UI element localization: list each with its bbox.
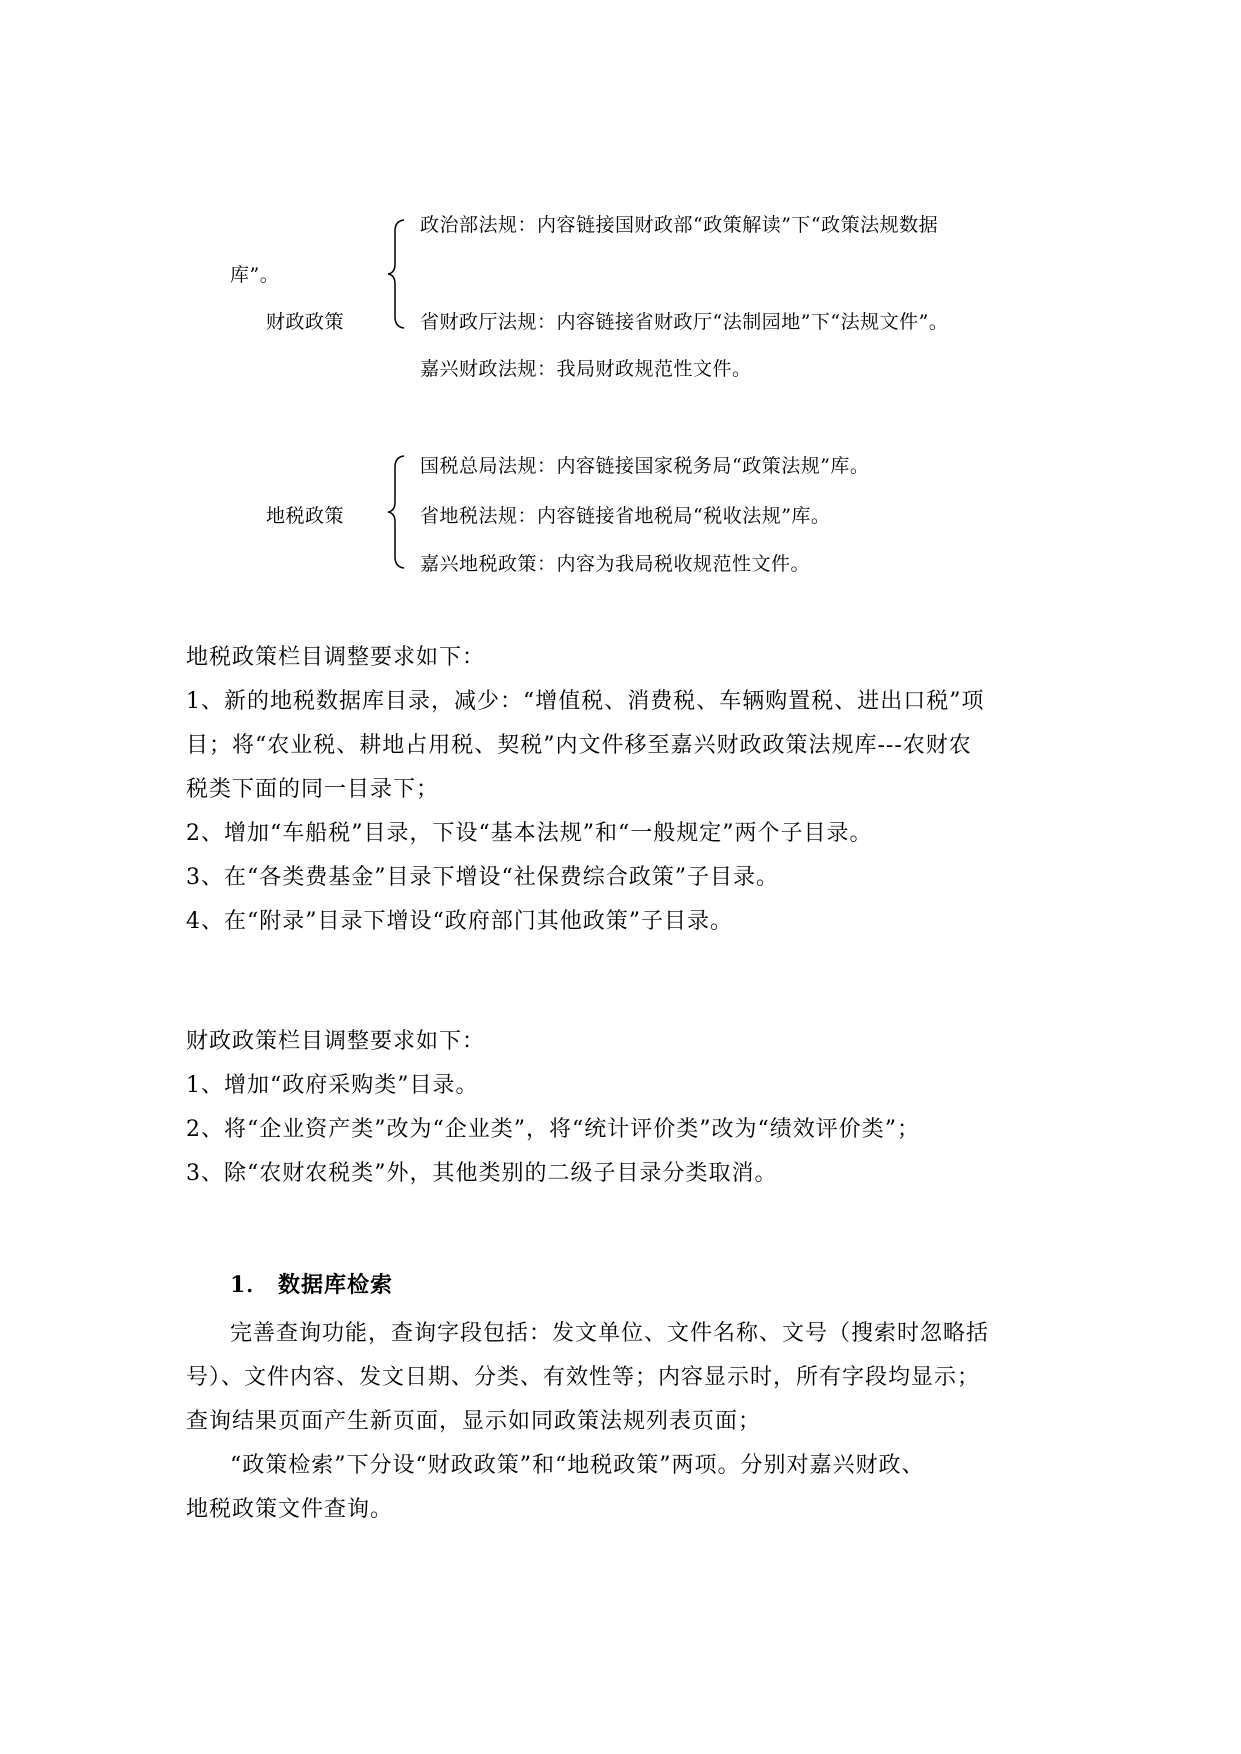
paragraph-line: 地税政策文件查询。	[186, 1497, 394, 1522]
left-brace-icon	[386, 454, 408, 570]
list-item: 1、新的地税数据库目录，减少：“增值税、消费税、车辆购置税、进出口税”项	[186, 689, 985, 714]
tree-item: 政治部法规：内容链接国财政部“政策解读”下“政策法规数据	[420, 214, 939, 236]
database-search-section	[186, 1312, 1056, 1532]
tree-item: 国税总局法规：内容链接国家税务局“政策法规”库。	[420, 455, 870, 477]
paragraph-line: 查询结果页面产生新页面，显示如同政策法规列表页面；	[186, 1409, 762, 1434]
list-item: 2、将“企业资产类”改为“企业类”，将“统计评价类”改为“绩效评价类”；	[186, 1117, 920, 1142]
paragraph-line: “政策检索”下分设“财政政策”和“地税政策”两项。分别对嘉兴财政、	[230, 1453, 925, 1478]
tree-item: 嘉兴地税政策：内容为我局税收规范性文件。	[420, 553, 811, 575]
tree-item: 省地税法规：内容链接省地税局“税收法规”库。	[420, 505, 831, 527]
list-item: 3、在“各类费基金”目录下增设“社保费综合政策”子目录。	[186, 865, 779, 890]
list-item: 2、增加“车船税”目录，下设“基本法规”和“一般规定”两个子目录。	[186, 821, 873, 846]
local-tax-adjustment-section	[186, 636, 1056, 944]
list-item-continuation: 目；将“农业税、耕地占用税、契税”内文件移至嘉兴财政政策法规库---农财农	[186, 733, 972, 758]
list-item: 3、除“农财农税类”外，其他类别的二级子目录分类取消。	[186, 1161, 778, 1186]
paragraph-line: 号）、文件内容、发文日期、分类、有效性等；内容显示时，所有字段均显示；	[186, 1365, 981, 1390]
left-brace-icon	[386, 218, 408, 330]
tree-item: 省财政厅法规：内容链接省财政厅“法制园地”下“法规文件”。	[420, 311, 949, 333]
section-title: 财政政策栏目调整要求如下：	[186, 1029, 486, 1054]
tree-label: 地税政策	[266, 505, 345, 527]
tree-item: 嘉兴财政法规：我局财政规范性文件。	[420, 358, 752, 380]
finance-adjustment-section	[186, 1020, 1056, 1196]
list-item-continuation: 税类下面的同一目录下；	[186, 777, 440, 802]
tree-item-continuation: 库”。	[230, 264, 280, 286]
section-heading: 1． 数据库检索	[230, 1272, 393, 1298]
list-item: 1、增加“政府采购类”目录。	[186, 1073, 479, 1098]
section-title: 地税政策栏目调整要求如下：	[186, 645, 486, 670]
tree-label: 财政政策	[266, 311, 345, 333]
list-item: 4、在“附录”目录下增设“政府部门其他政策”子目录。	[186, 909, 733, 934]
paragraph-line: 完善查询功能，查询字段包括：发文单位、文件名称、文号（搜索时忽略括	[230, 1321, 990, 1346]
